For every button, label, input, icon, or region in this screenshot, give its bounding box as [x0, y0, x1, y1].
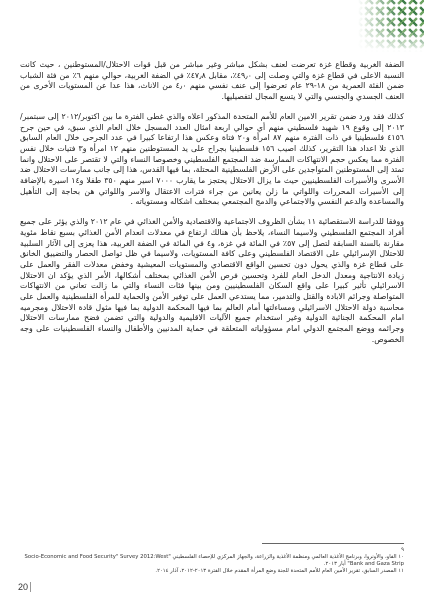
- paragraph-violence-statistics: الضفة الغربية وقطاع غزة تعرضت لعنف بشكل مباشر وغير مباشر من قبل قوات الاحتلال/المستوطنين ، حيث كانت النسبة الاعلى في قطاع غزة والتي وصلت إلى ٤٩٫٠٪، مقابل ٤٧٫٨٪ في الضفة الغربية، حوالي منهم ٦٪ من فئة الشباب ضمن الفئة العمرية من ١٨-٢٩ عام تعرضوا إلى عنف نفسي منهم ٤٫٠ من الاناث، هذا عدا عن المستويات الأخرى من العنف الجسدي والجنسي والتي لا يتسع المجال لتفصيليها.: [20, 60, 404, 102]
- page-number-divider: [30, 582, 31, 592]
- decorative-corner-fade: [358, 0, 424, 52]
- footnotes: [20, 547, 404, 575]
- footnote-10: ١٠ الفاو، والأونروا، وبرنامج الأغذية العالمي ومنظمة الأغذية والزراعة، والجهاز المركزي للإحصاء الفلسطيني "Socio-Economic and Food Security" Survey 2012:West Bank and Gaza Strip" أيار ٢٠١٣.: [24, 554, 404, 568]
- footnote-separator: [262, 543, 404, 544]
- paragraph-un-report: كذلك فقد ورد ضمن تقرير الامين العام للأمم المتحدة المذكور اعلاه والذي غطى الفترة ما بين اكتوبر/٢٠١٢ إلى سبتمبر/٢٠١٣ إلى وقوع ١٩ شهيد فلسطيني منهم أي حوالي اربعة امثال العدد المسجل خلال العام الذي سبق، في حين جرح ٤١٥٦ فلسطينيا في ذات الفترة منهم ٨٧ امرأة و٢٠ فتاة وعكس هذا ارتفاعا كبيرا في عدد الجرحى خلال العام السابق الذي تلا اعداد هذا التقرير، كذلك اصيب ١٥٦ فلسطينيا بجراح على يد المستوطنين منهم ١٢ امرأة و٣ فتيات خلال نفس الفترة مما يعكس حجم الانتهاكات الممارسة ضد المجتمع الفلسطيني وخصوصا النساء والتي لا تقتصر على الاحتلال وانما تمتد إلى المستوطنين المتواجدين على الأرض الفلسطينية المحتلة، بما فيها القدس، هذا إلى جانب ممارسات الاحتلال ضد الأسرى والأسيرات الفلسطينيين حيث ما يزال الاحتلال يحتجز ما يقارب ٧٠٠٠ اسير منهم ٣٥٠ طفلا و١٤ اسيرة بالإضافة إلى الأسيرات المحررات واللواتي ما زلن يعانين من جراء فترات الاعتقال والاسر واللواتي هن بحاجة إلى التأهيل والمساعدة والدعم النفسي والاجتماعي والدمج المجتمعي بمختلف اشكاله ومستوياته .: [20, 111, 405, 207]
- footnote-marker: ٩: [401, 547, 404, 553]
- body-text: [20, 60, 404, 355]
- page-number: 20: [18, 582, 29, 592]
- paragraph-food-security: ووفقا للدراسة الاستقصائية ١١ بشأن الظروف الاجتماعية والاقتصادية والأمن الغذائي في عام ٢٠١٢ والذي يؤثر على جميع أفراد المجتمع الفلسطيني ولاسيما النساء، يلاحظ بأن هنالك ارتفاع في معدلات انعدام الأمن الغذائي بسبع نقاط مئوية مقارنة بالسنة السابقة لتصل إلى ٥٧٪ في المائة في غزة، و٤ في المائة في الضفة الغربية، هذا يعزى إلى الآثار السلبية للاحتلال الإسرائيلي على الاقتصاد الفلسطيني وعلى كافة المستويات، ولاسيما في ظل تواصل الحصار والتضييق الخانق على قطاع غزة والذي يحول دون تحسين الواقع الاقتصادي والمستويات المعيشية وخفض معدلات الفقر والعمل على زيادة الانتاجية ومعدل الدخل العام للفرد وتحسين فرص الأمن الغذائي بمختلف أشكالها، الأمر الذي يؤكد ان الاحتلال الاسرائيلي تأثير كبيرا على واقع السكان الفلسطينيين ومن بينها فئات النساء والتي ما زالت تعاني من الانتهاكات المتواصلة وجرائم الابادة والقتل والتدمير، مما يستدعي العمل على توفير الأمن والحماية للمرأة الفلسطينية والعمل على محاسبة دولة الاحتلال الاسرائيلي ومساءلتها أمام العالم بما فيها المحكمة الدولية بما فيها مثول قادة الاحتلال ومجرميه امام المحكمة الجنائية الدولية وغير استخدام جميع الآليات الاقليمية والدولية والتي تضمن فضح ممارسات الاحتلال وجرائمه ووضع المجتمع الدولي امام مسؤولياته المتعلقة في حماية المدنيين والأطفال والنساء الفلسطينيات على وجه الخصوص.: [20, 217, 404, 344]
- footnote-11: ١١ المصدر السابق، تقرير الأمين العام للأمم المتحدة للجنة وضع المرأة المقدم خلال الفترة ٢٠١٣-٢٠١٢، آذار ٢٠١٤.: [155, 568, 404, 575]
